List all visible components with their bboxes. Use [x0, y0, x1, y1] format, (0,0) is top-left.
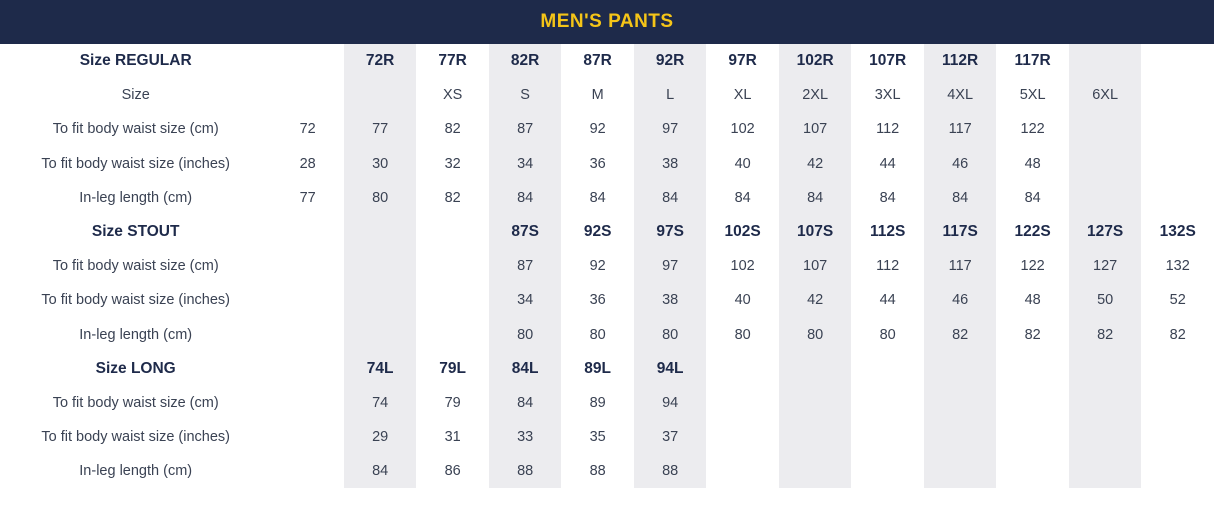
measurement-cell	[706, 420, 779, 454]
size-code-cell	[779, 352, 852, 386]
measurement-cell: 84	[734, 189, 751, 206]
measurement-cell: 42	[779, 283, 852, 317]
table-row	[0, 147, 1214, 181]
measurement-cell: 82	[1069, 318, 1142, 352]
table-row	[0, 352, 1214, 386]
table-row	[0, 386, 1214, 420]
size-table	[0, 44, 1214, 488]
size-code-cell: 122S	[1014, 223, 1051, 241]
measurement-cell: 40	[734, 292, 751, 309]
measurement-cell: 38	[634, 283, 707, 317]
measurement-cell: 89	[589, 394, 606, 411]
table-row	[0, 112, 1214, 146]
measurement-cell: 82	[1169, 326, 1186, 343]
measurement-cell: 84	[634, 181, 707, 215]
size-code-cell: 77R	[438, 52, 467, 70]
measurement-cell	[996, 386, 1069, 420]
measurement-cell	[271, 283, 344, 317]
size-code-cell	[271, 215, 344, 249]
measurement-cell: 80	[634, 318, 707, 352]
size-code-cell	[1069, 352, 1142, 386]
size-code-cell: 117R	[1014, 52, 1051, 70]
measurement-cell: 84	[1024, 189, 1041, 206]
measurement-cell	[1141, 112, 1214, 146]
size-code-cell	[924, 352, 997, 386]
table-row	[0, 78, 1214, 112]
measurement-cell	[996, 454, 1069, 488]
measurement-cell: 86	[444, 463, 461, 480]
table-row	[0, 420, 1214, 454]
section-title: Size STOUT	[91, 223, 180, 241]
measurement-cell: 80	[879, 326, 896, 343]
measurement-cell: 84	[924, 181, 997, 215]
size-code-cell: 82R	[489, 44, 562, 78]
measurement-cell: 44	[879, 292, 896, 309]
measurement-cell: 77	[344, 112, 417, 146]
size-code-cell: 92S	[583, 223, 612, 241]
measurement-cell	[344, 283, 417, 317]
measurement-cell: 84	[489, 386, 562, 420]
measurement-cell	[851, 454, 924, 488]
measurement-cell: 35	[589, 429, 606, 446]
measurement-cell	[271, 454, 344, 488]
section-title: Size LONG	[95, 359, 176, 377]
measurement-cell	[1069, 454, 1142, 488]
measurement-cell: 2XL	[779, 78, 852, 112]
row-label: Size	[121, 87, 150, 104]
measurement-cell: 48	[1024, 155, 1041, 172]
measurement-cell: 87	[489, 112, 562, 146]
measurement-cell: 46	[924, 283, 997, 317]
measurement-cell	[271, 78, 344, 112]
row-label: In-leg length (cm)	[79, 326, 193, 343]
row-label: To fit body waist size (cm)	[52, 121, 219, 138]
size-code-cell	[1069, 44, 1142, 78]
measurement-cell: 88	[589, 463, 606, 480]
measurement-cell	[924, 420, 997, 454]
measurement-cell: 80	[344, 181, 417, 215]
page-title: MEN'S PANTS	[540, 11, 674, 32]
size-code-cell	[1141, 352, 1214, 386]
size-code-cell: 94L	[634, 352, 707, 386]
measurement-cell	[271, 386, 344, 420]
measurement-cell	[271, 249, 344, 283]
table-row	[0, 215, 1214, 249]
measurement-cell: XL	[733, 87, 752, 104]
chart-title-bar	[0, 0, 1214, 44]
measurement-cell: 102	[730, 258, 755, 275]
measurement-cell: 84	[589, 189, 606, 206]
measurement-cell: 29	[344, 420, 417, 454]
measurement-cell	[1141, 181, 1214, 215]
measurement-cell: 97	[634, 249, 707, 283]
measurement-cell	[1069, 112, 1142, 146]
measurement-cell: 32	[444, 155, 461, 172]
measurement-cell: M	[591, 87, 604, 104]
size-code-cell	[271, 44, 344, 78]
measurement-cell: 107	[779, 249, 852, 283]
measurement-cell: 80	[589, 326, 606, 343]
measurement-cell: 36	[589, 292, 606, 309]
row-label: To fit body waist size (cm)	[52, 258, 219, 275]
size-code-cell: 84L	[489, 352, 562, 386]
size-code-cell: 117S	[924, 215, 997, 249]
measurement-cell: 38	[634, 147, 707, 181]
measurement-cell: 44	[879, 155, 896, 172]
measurement-cell	[1141, 147, 1214, 181]
measurement-cell: 92	[589, 121, 606, 138]
measurement-cell: 40	[734, 155, 751, 172]
size-code-cell: 102S	[724, 223, 761, 241]
size-table-body	[0, 44, 1214, 488]
measurement-cell: 112	[876, 258, 900, 275]
measurement-cell: 84	[344, 454, 417, 488]
size-code-cell: 97R	[728, 52, 757, 70]
row-label: To fit body waist size (inches)	[41, 429, 230, 446]
size-code-cell: 132S	[1159, 223, 1196, 241]
table-row	[0, 454, 1214, 488]
measurement-cell: 92	[589, 258, 606, 275]
row-label: To fit body waist size (inches)	[41, 292, 230, 309]
section-title: Size REGULAR	[79, 52, 192, 70]
size-code-cell: 112R	[924, 44, 997, 78]
measurement-cell: 80	[779, 318, 852, 352]
measurement-cell: 6XL	[1069, 78, 1142, 112]
measurement-cell: 5XL	[1019, 87, 1046, 104]
measurement-cell: 82	[444, 121, 461, 138]
measurement-cell: 107	[779, 112, 852, 146]
measurement-cell	[996, 420, 1069, 454]
size-code-cell: 107S	[779, 215, 852, 249]
measurement-cell	[271, 318, 344, 352]
measurement-cell: 34	[489, 147, 562, 181]
measurement-cell: 84	[879, 189, 896, 206]
measurement-cell: 82	[444, 189, 461, 206]
measurement-cell	[344, 78, 417, 112]
size-code-cell: 107R	[869, 52, 907, 70]
measurement-cell	[706, 454, 779, 488]
measurement-cell: XS	[442, 87, 463, 104]
measurement-cell	[1069, 420, 1142, 454]
measurement-cell	[1141, 78, 1214, 112]
measurement-cell: 84	[489, 181, 562, 215]
measurement-cell: 88	[489, 454, 562, 488]
measurement-cell: 33	[489, 420, 562, 454]
measurement-cell: 80	[489, 318, 562, 352]
size-code-cell: 112S	[869, 223, 906, 241]
measurement-cell: 31	[444, 429, 461, 446]
measurement-cell: 77	[299, 189, 316, 206]
measurement-cell: 94	[634, 386, 707, 420]
size-code-cell: 72R	[344, 44, 417, 78]
measurement-cell: 46	[924, 147, 997, 181]
measurement-cell: 34	[489, 283, 562, 317]
measurement-cell	[1069, 181, 1142, 215]
measurement-cell	[924, 454, 997, 488]
measurement-cell: 36	[589, 155, 606, 172]
measurement-cell: 4XL	[924, 78, 997, 112]
size-code-cell: 127S	[1069, 215, 1142, 249]
measurement-cell: 50	[1069, 283, 1142, 317]
measurement-cell: 28	[299, 155, 316, 172]
measurement-cell: 112	[876, 121, 900, 138]
measurement-cell	[1141, 386, 1214, 420]
measurement-cell: 79	[444, 394, 461, 411]
measurement-cell	[706, 386, 779, 420]
row-label: In-leg length (cm)	[79, 189, 193, 206]
measurement-cell: 52	[1169, 292, 1186, 309]
measurement-cell: S	[489, 78, 562, 112]
measurement-cell: 127	[1069, 249, 1142, 283]
size-code-cell: 87S	[489, 215, 562, 249]
measurement-cell: 74	[344, 386, 417, 420]
row-label: In-leg length (cm)	[79, 463, 193, 480]
measurement-cell	[416, 318, 489, 352]
measurement-cell	[779, 454, 852, 488]
measurement-cell: 122	[1020, 121, 1045, 138]
measurement-cell: 30	[344, 147, 417, 181]
size-code-cell	[1141, 44, 1214, 78]
table-row	[0, 283, 1214, 317]
measurement-cell	[1141, 420, 1214, 454]
measurement-cell	[851, 386, 924, 420]
measurement-cell	[271, 420, 344, 454]
size-code-cell	[344, 215, 417, 249]
measurement-cell: 122	[1020, 258, 1045, 275]
table-row	[0, 44, 1214, 78]
table-row	[0, 318, 1214, 352]
size-code-cell	[271, 352, 344, 386]
measurement-cell	[851, 420, 924, 454]
size-code-cell	[851, 352, 924, 386]
table-row	[0, 181, 1214, 215]
measurement-cell	[344, 318, 417, 352]
row-label: To fit body waist size (cm)	[52, 394, 219, 411]
measurement-cell: 88	[634, 454, 707, 488]
size-code-cell	[706, 352, 779, 386]
measurement-cell: 82	[1024, 326, 1041, 343]
measurement-cell	[344, 249, 417, 283]
measurement-cell: 82	[924, 318, 997, 352]
measurement-cell	[924, 386, 997, 420]
size-code-cell: 74L	[344, 352, 417, 386]
measurement-cell	[1069, 147, 1142, 181]
footer-spacer	[0, 488, 1214, 494]
measurement-cell: 80	[734, 326, 751, 343]
measurement-cell	[416, 283, 489, 317]
measurement-cell: 97	[634, 112, 707, 146]
measurement-cell: 37	[634, 420, 707, 454]
size-code-cell: 89L	[584, 359, 611, 377]
measurement-cell	[779, 386, 852, 420]
measurement-cell	[779, 420, 852, 454]
measurement-cell	[416, 249, 489, 283]
measurement-cell: 102	[730, 121, 755, 138]
table-row	[0, 249, 1214, 283]
size-code-cell: 87R	[583, 52, 612, 70]
size-code-cell: 102R	[779, 44, 852, 78]
measurement-cell: 84	[779, 181, 852, 215]
measurement-cell	[1141, 454, 1214, 488]
measurement-cell	[1069, 386, 1142, 420]
measurement-cell: 48	[1024, 292, 1041, 309]
measurement-cell: 117	[924, 249, 997, 283]
measurement-cell: 87	[489, 249, 562, 283]
measurement-cell: 132	[1165, 258, 1190, 275]
measurement-cell: 72	[299, 121, 316, 138]
size-code-cell	[996, 352, 1069, 386]
size-code-cell	[416, 215, 489, 249]
measurement-cell: L	[634, 78, 707, 112]
measurement-cell: 117	[924, 112, 997, 146]
row-label: To fit body waist size (inches)	[41, 155, 230, 172]
size-code-cell: 92R	[634, 44, 707, 78]
size-code-cell: 79L	[439, 359, 466, 377]
size-code-cell: 97S	[634, 215, 707, 249]
measurement-cell: 3XL	[874, 87, 901, 104]
measurement-cell: 42	[779, 147, 852, 181]
